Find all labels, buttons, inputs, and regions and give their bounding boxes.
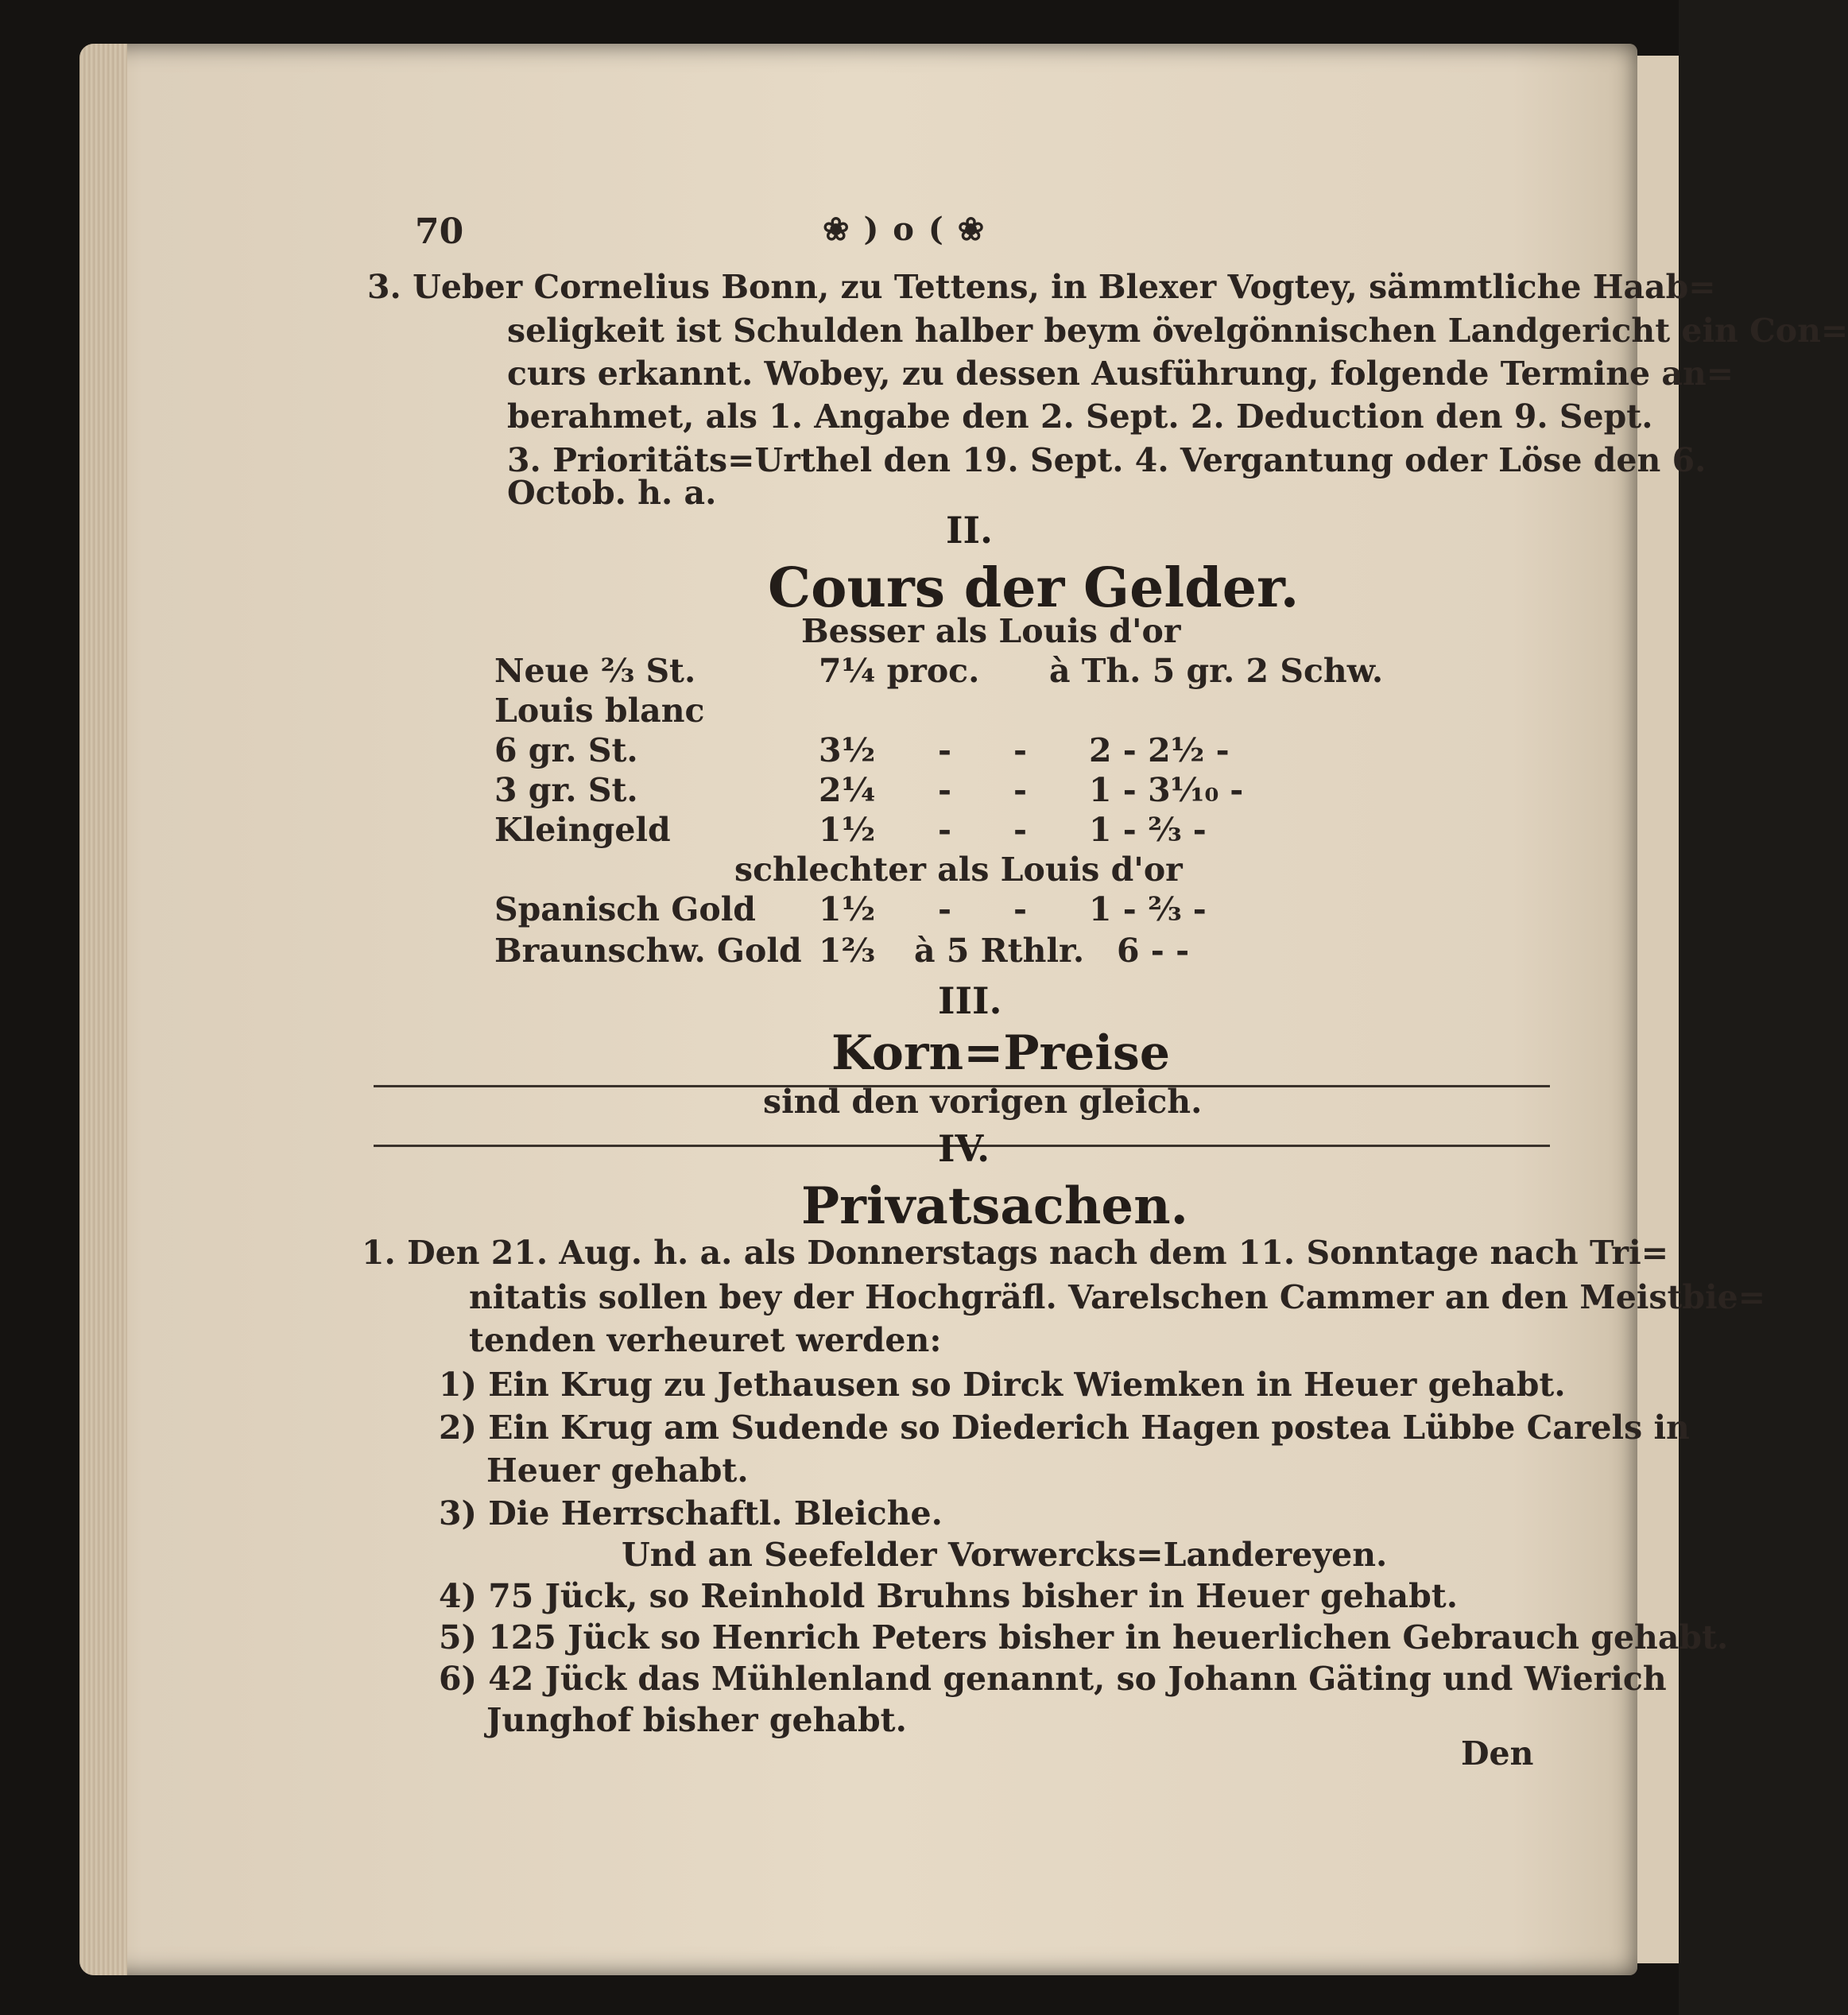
list-item: Und an Seefelder Vorwercks=Landereyen.	[622, 1536, 1388, 1574]
section-numeral: IV.	[938, 1127, 990, 1170]
exchange-row-value: 1 - ⅔ -	[1089, 890, 1207, 928]
catchword: Den	[1461, 1734, 1534, 1773]
section-title: Cours der Gelder.	[768, 556, 1300, 620]
subheading: schlechter als Louis d'or	[734, 851, 1183, 889]
list-item: 3) Die Herrschaftl. Bleiche.	[439, 1494, 943, 1533]
exchange-row-name: Kleingeld	[494, 811, 671, 849]
notice-line: berahmet, als 1. Angabe den 2. Sept. 2. Deduction den 9. Sept.	[507, 397, 1653, 436]
exchange-row-rate: 7¼ proc.	[819, 652, 980, 690]
list-item: 5) 125 Jück so Henrich Peters bisher in heuerlichen Gebrauch gehabt.	[439, 1618, 1729, 1657]
notice-line: 3. Prioritäts=Urthel den 19. Sept. 4. Vergantung oder Löse den 6.	[507, 441, 1707, 479]
exchange-row-rate: 1½	[819, 811, 876, 849]
list-item: 6) 42 Jück das Mühlenland genannt, so Johann Gäting und Wierich	[439, 1660, 1667, 1698]
page-edge-stack	[79, 44, 127, 1975]
subheading: Besser als Louis d'or	[801, 612, 1181, 650]
exchange-row-name: Louis blanc	[494, 692, 705, 730]
exchange-row-dash: à 5 Rthlr.	[914, 932, 1085, 970]
exchange-row-dash: -	[1013, 771, 1028, 809]
exchange-row-dash: -	[938, 731, 952, 769]
list-item: 4) 75 Jück, so Reinhold Bruhns bisher in Heuer gehabt.	[439, 1577, 1458, 1615]
notice-line: nitatis sollen bey der Hochgräfl. Varelschen Cammer an den Meistbie=	[469, 1278, 1766, 1316]
list-item: 1) Ein Krug zu Jethausen so Dirck Wiemken in Heuer gehabt.	[439, 1366, 1566, 1404]
exchange-row-name: Spanisch Gold	[494, 890, 756, 928]
exchange-row-value: 1 - 3⅒ -	[1089, 771, 1244, 809]
notice-line: curs erkannt. Wobey, zu dessen Ausführung, folgende Termine an=	[507, 355, 1734, 393]
list-item: 2) Ein Krug am Sudende so Diederich Hagen postea Lübbe Carels in	[439, 1409, 1690, 1447]
notice-line: tenden verheuret werden:	[469, 1321, 942, 1359]
notice-line: 1. Den 21. Aug. h. a. als Donnerstags nach dem 11. Sonntage nach Tri=	[362, 1234, 1669, 1272]
exchange-row-dash: -	[938, 890, 952, 928]
exchange-row-dash: -	[1013, 731, 1028, 769]
exchange-row-name: Braunschw. Gold	[494, 932, 802, 970]
exchange-row-dash: -	[938, 771, 952, 809]
exchange-row-name: 6 gr. St.	[494, 731, 638, 769]
section-numeral: II.	[946, 509, 994, 552]
exchange-row-value: à Th. 5 gr. 2 Schw.	[1049, 652, 1384, 690]
exchange-row-dash: -	[938, 811, 952, 849]
exchange-row-name: 3 gr. St.	[494, 771, 638, 809]
exchange-row-name: Neue ⅔ St.	[494, 652, 696, 690]
list-item: Heuer gehabt.	[486, 1451, 749, 1490]
exchange-row-dash: -	[1013, 811, 1028, 849]
page-number: 70	[415, 211, 464, 252]
section-numeral: III.	[938, 979, 1002, 1022]
exchange-row-rate: 1⅔	[819, 932, 875, 970]
exchange-row-rate: 1½	[819, 890, 876, 928]
exchange-row-value: 2 - 2½ -	[1089, 731, 1230, 769]
exchange-row-dash: -	[1013, 890, 1028, 928]
section-text: sind den vorigen gleich.	[763, 1083, 1203, 1121]
exchange-row-rate: 3½	[819, 731, 876, 769]
list-item: Junghof bisher gehabt.	[486, 1701, 907, 1739]
notice-line: seligkeit ist Schulden halber beym övelgönnischen Landgericht ein Con=	[507, 312, 1848, 350]
section-title: Korn=Preise	[831, 1025, 1171, 1081]
header-ornament: ❀ ) o ( ❀	[823, 211, 986, 248]
notice-line: 3. Ueber Cornelius Bonn, zu Tettens, in Blexer Vogtey, sämmtliche Haab=	[367, 268, 1716, 306]
exchange-row-rate: 2¼	[819, 771, 876, 809]
exchange-row-value: 6 - -	[1117, 932, 1190, 970]
exchange-row-value: 1 - ⅔ -	[1089, 811, 1207, 849]
section-title: Privatsachen.	[801, 1176, 1188, 1236]
notice-line: Octob. h. a.	[507, 474, 717, 512]
